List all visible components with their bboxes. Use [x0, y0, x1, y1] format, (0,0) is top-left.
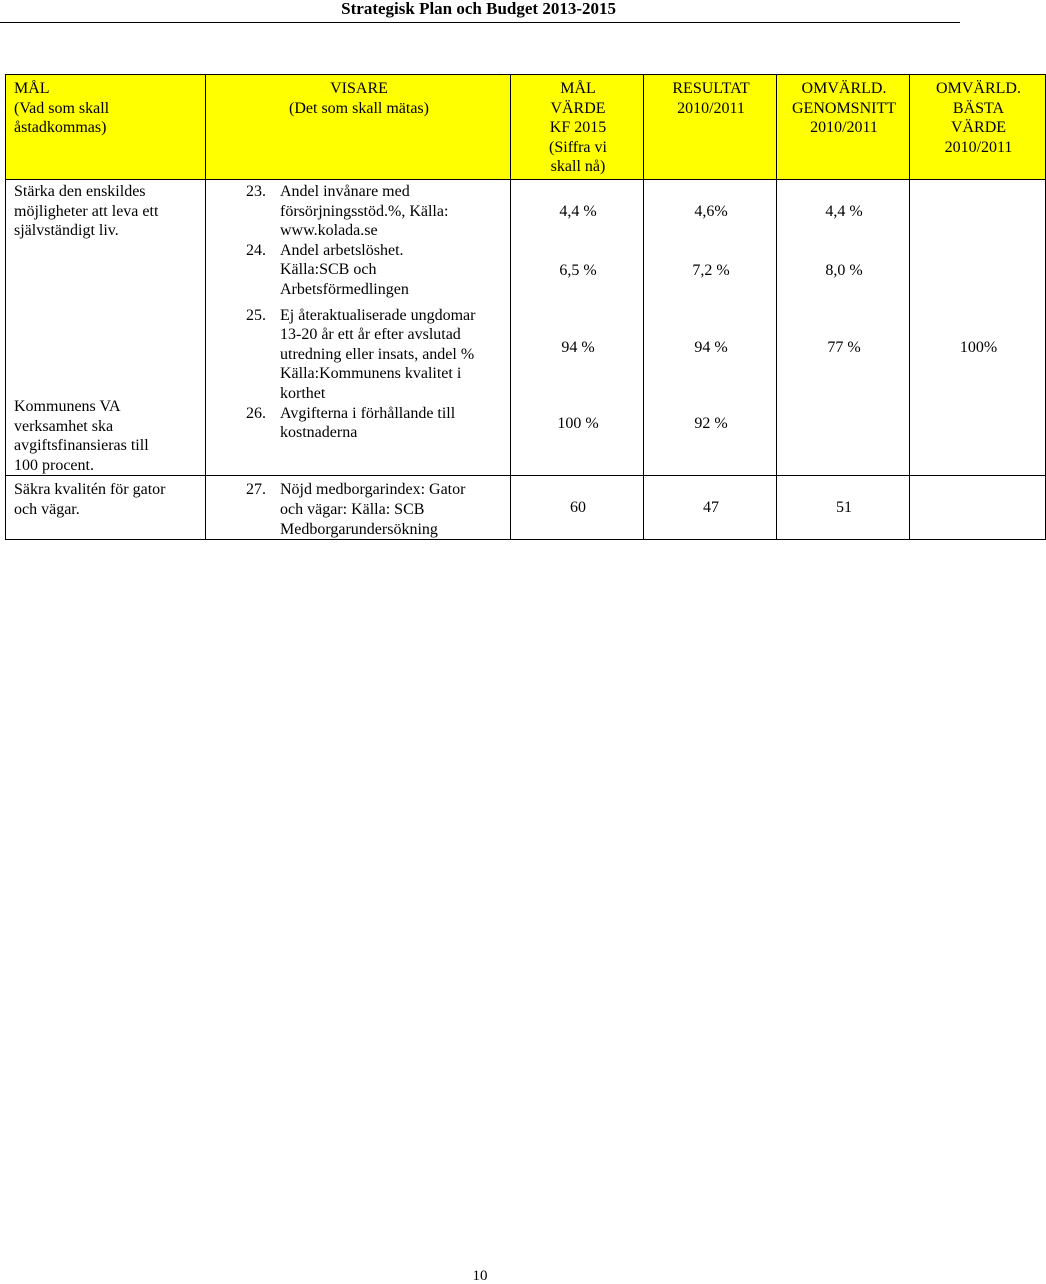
col-header-mal: MÅL (Vad som skall åstadkommas) [6, 75, 206, 180]
col-header-omv-basta: OMVÄRLD. BÄSTA VÄRDE 2010/2011 [910, 75, 1046, 180]
col-header-mal-varde: MÅL VÄRDE KF 2015 (Siffra vi skall nå) [511, 75, 644, 180]
table-row [6, 476, 1046, 540]
indicator-number: 23. [246, 183, 266, 200]
indicator-25 [246, 306, 504, 404]
indicator-number: 25. [246, 306, 266, 324]
resultat-cell [644, 180, 777, 476]
basta-cell [910, 476, 1046, 540]
col-header-resultat: RESULTAT 2010/2011 [644, 75, 777, 180]
value-23-genomsnitt: 4,4 % [825, 203, 863, 220]
indicator-number: 26. [246, 404, 266, 422]
value-24-resultat: 7,2 % [692, 261, 730, 279]
value-27-genomsnitt: 51 [836, 499, 852, 517]
indicator-number: 24. [246, 241, 266, 259]
page-number: 10 [472, 1268, 488, 1284]
table-row [6, 180, 1046, 476]
goal-cell [6, 180, 206, 476]
goal-text-2: Kommunens VA verksamhet ska avgiftsfinansieras till 100 procent. [14, 398, 149, 474]
indicator-text: Ej återaktualiserade ungdomar 13-20 år ett år efter avslutad utredning eller insats, andel % Källa:Kommunens kvalitet i korthet [280, 306, 476, 402]
value-25-resultat: 94 % [694, 339, 728, 357]
indicator-text: Andel arbetslöshet. Källa:SCB och Arbetsförmedlingen [280, 241, 409, 298]
indicator-text: Avgifterna i förhållande till kostnaderna [280, 404, 456, 442]
value-25-basta: 100% [959, 339, 998, 356]
value-24-genomsnitt: 8,0 % [825, 261, 863, 279]
mal-varde-cell [511, 180, 644, 476]
indicator-cell [206, 476, 511, 540]
value-23-mal: 4,4 % [559, 203, 597, 220]
genomsnitt-cell [777, 180, 910, 476]
indicator-24 [246, 241, 504, 300]
value-23-resultat: 4,6% [694, 203, 728, 220]
col-header-visare: VISARE (Det som skall mätas) [206, 75, 511, 180]
value-27-resultat: 47 [703, 499, 719, 517]
table-header-row [6, 75, 1046, 180]
goal-text-3: Säkra kvalitén för gator och vägar. [14, 481, 166, 518]
indicator-23 [246, 182, 504, 241]
genomsnitt-cell [777, 476, 910, 540]
page-title: Strategisk Plan och Budget 2013-2015 [341, 0, 616, 18]
indicator-27 [246, 480, 504, 539]
value-27-mal: 60 [570, 499, 586, 517]
value-24-mal: 6,5 % [559, 261, 597, 279]
indicator-text: Nöjd medborgarindex: Gator och vägar: Källa: SCB Medborgarundersökning [280, 481, 466, 538]
goal-text-1: Stärka den enskildes möjligheter att leva ett självständigt liv. [14, 183, 159, 240]
value-25-genomsnitt: 77 % [827, 339, 861, 357]
header-divider [0, 22, 960, 23]
value-26-resultat: 92 % [694, 414, 728, 432]
indicator-cell [206, 180, 511, 476]
mal-varde-cell [511, 476, 644, 540]
indicator-26 [246, 404, 504, 443]
goal-cell [6, 476, 206, 540]
col-header-omv-genomsnitt: OMVÄRLD. GENOMSNITT 2010/2011 [777, 75, 910, 180]
value-25-mal: 94 % [561, 339, 595, 357]
basta-cell [910, 180, 1046, 476]
indicator-text: Andel invånare med försörjningsstöd.%, Källa: www.kolada.se [280, 183, 449, 240]
value-26-mal: 100 % [557, 414, 599, 432]
indicator-number: 27. [246, 481, 266, 499]
resultat-cell [644, 476, 777, 540]
goals-table [5, 74, 1046, 540]
